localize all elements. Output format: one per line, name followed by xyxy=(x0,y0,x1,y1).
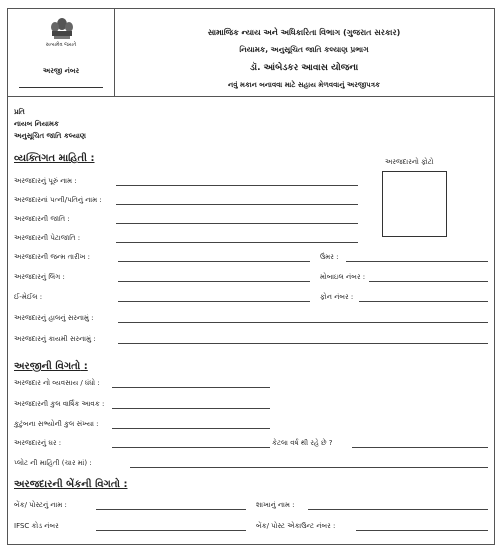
field-label: કુટુંબના સભ્યોની કુલ સંખ્યા : xyxy=(14,420,99,428)
spouse-name-line[interactable] xyxy=(116,204,358,205)
addressee-line: પ્રતિ xyxy=(14,108,25,116)
application-form xyxy=(7,8,495,545)
field-label: અરજદારની જાતિ : xyxy=(14,215,70,223)
field-label: બેંક/ પોસ્ટનું નામ : xyxy=(14,501,67,509)
plot-info-line[interactable] xyxy=(130,467,488,468)
full-name-line[interactable] xyxy=(116,185,358,186)
age-line[interactable] xyxy=(346,261,488,262)
department-name: સામાજિક ન્યાય અને અધિકારિતા વિભાગ (ગુજરાત સરકાર) xyxy=(207,28,401,37)
phone-number-line[interactable] xyxy=(359,301,488,302)
addressee-line: અનુસૂચિત જાતિ કલ્યાણ xyxy=(14,132,86,140)
field-label: ઈ-મેઈલ : xyxy=(14,293,43,301)
field-label: અરજદારનાં પત્ની/પતિનું નામ : xyxy=(14,196,102,204)
family-members-line[interactable] xyxy=(112,428,270,429)
division-name: નિયામક, અનુસૂચિત જાતિ કલ્યાણ પ્રભાગ xyxy=(239,45,369,54)
section-title-personal: વ્યક્તિગત માહિતી : xyxy=(14,153,95,164)
scheme-title: ડૉ. આંબેડકર આવાસ યોજના xyxy=(249,63,359,73)
field-label: અરજદારનું કાયમી સરનામું : xyxy=(14,335,96,343)
annual-income-line[interactable] xyxy=(112,408,270,409)
ifsc-code-line[interactable] xyxy=(96,530,246,531)
field-label: અરજદારનું લિંગ : xyxy=(14,273,65,281)
field-label: બેંક/ પોસ્ટ એકાઉન્ટ નંબર : xyxy=(256,522,336,530)
bank-name-line[interactable] xyxy=(96,509,246,510)
field-label: પ્લોટ ની માહિતી (ચાર માં) : xyxy=(14,459,92,467)
field-label: અરજદાર નો વ્યવસાય / ધંધો : xyxy=(14,379,100,387)
house-line[interactable] xyxy=(112,447,270,448)
applicant-number-line[interactable] xyxy=(19,87,103,88)
header-divider xyxy=(8,96,494,97)
field-label: કેટલા વર્ષ થી રહે છે ? xyxy=(272,439,333,447)
field-label: અરજદારનું ઘર : xyxy=(14,439,62,447)
photo-box[interactable] xyxy=(382,171,447,237)
residence-years-line[interactable] xyxy=(352,447,488,448)
field-label: મોબાઇલ નંબર : xyxy=(320,273,366,281)
field-label: અરજદારની કુલ વાર્ષિક આવક : xyxy=(14,400,105,408)
field-label: શાખાનું નામ : xyxy=(256,501,295,509)
field-label: ઉંમર : xyxy=(320,253,339,261)
addressee-line: નાયબ નિયામક xyxy=(14,120,59,128)
section-title-application: અરજીની વિગતો : xyxy=(14,361,88,372)
field-label: IFSC કોડ નંબર xyxy=(14,522,59,530)
field-label: અરજદારની જન્મ તારીખ : xyxy=(14,253,90,261)
emblem-motto: સત્યમેવ જયતે xyxy=(45,42,77,48)
mobile-number-line[interactable] xyxy=(369,281,488,282)
account-number-line[interactable] xyxy=(356,530,488,531)
branch-name-line[interactable] xyxy=(308,509,488,510)
caste-line[interactable] xyxy=(116,223,358,224)
field-label: અરજદારનું પૂરું નામ : xyxy=(14,177,77,185)
section-title-bank: અરજદારની બેંકની વિગતો : xyxy=(14,479,128,490)
state-emblem-icon xyxy=(48,15,76,63)
form-subtitle: નવું મકાન બનાવવા માટે સહાય મેળવવાનું અરજીપત્રક xyxy=(228,81,380,89)
field-label: અરજદારનું હાલનું સરનામું : xyxy=(14,314,94,322)
permanent-address-line[interactable] xyxy=(118,343,488,344)
photo-label: અરજદારનો ફોટો xyxy=(385,158,434,166)
current-address-line[interactable] xyxy=(118,322,488,323)
email-line[interactable] xyxy=(118,301,310,302)
occupation-line[interactable] xyxy=(112,387,270,388)
field-label: ફોન નંબર : xyxy=(320,293,354,301)
applicant-number-label: અરજી નંબર xyxy=(42,67,80,75)
birth-date-line[interactable] xyxy=(118,261,310,262)
gender-line[interactable] xyxy=(118,281,310,282)
sub-caste-line[interactable] xyxy=(116,242,358,243)
field-label: અરજદારની પેટાજાતિ : xyxy=(14,234,81,242)
